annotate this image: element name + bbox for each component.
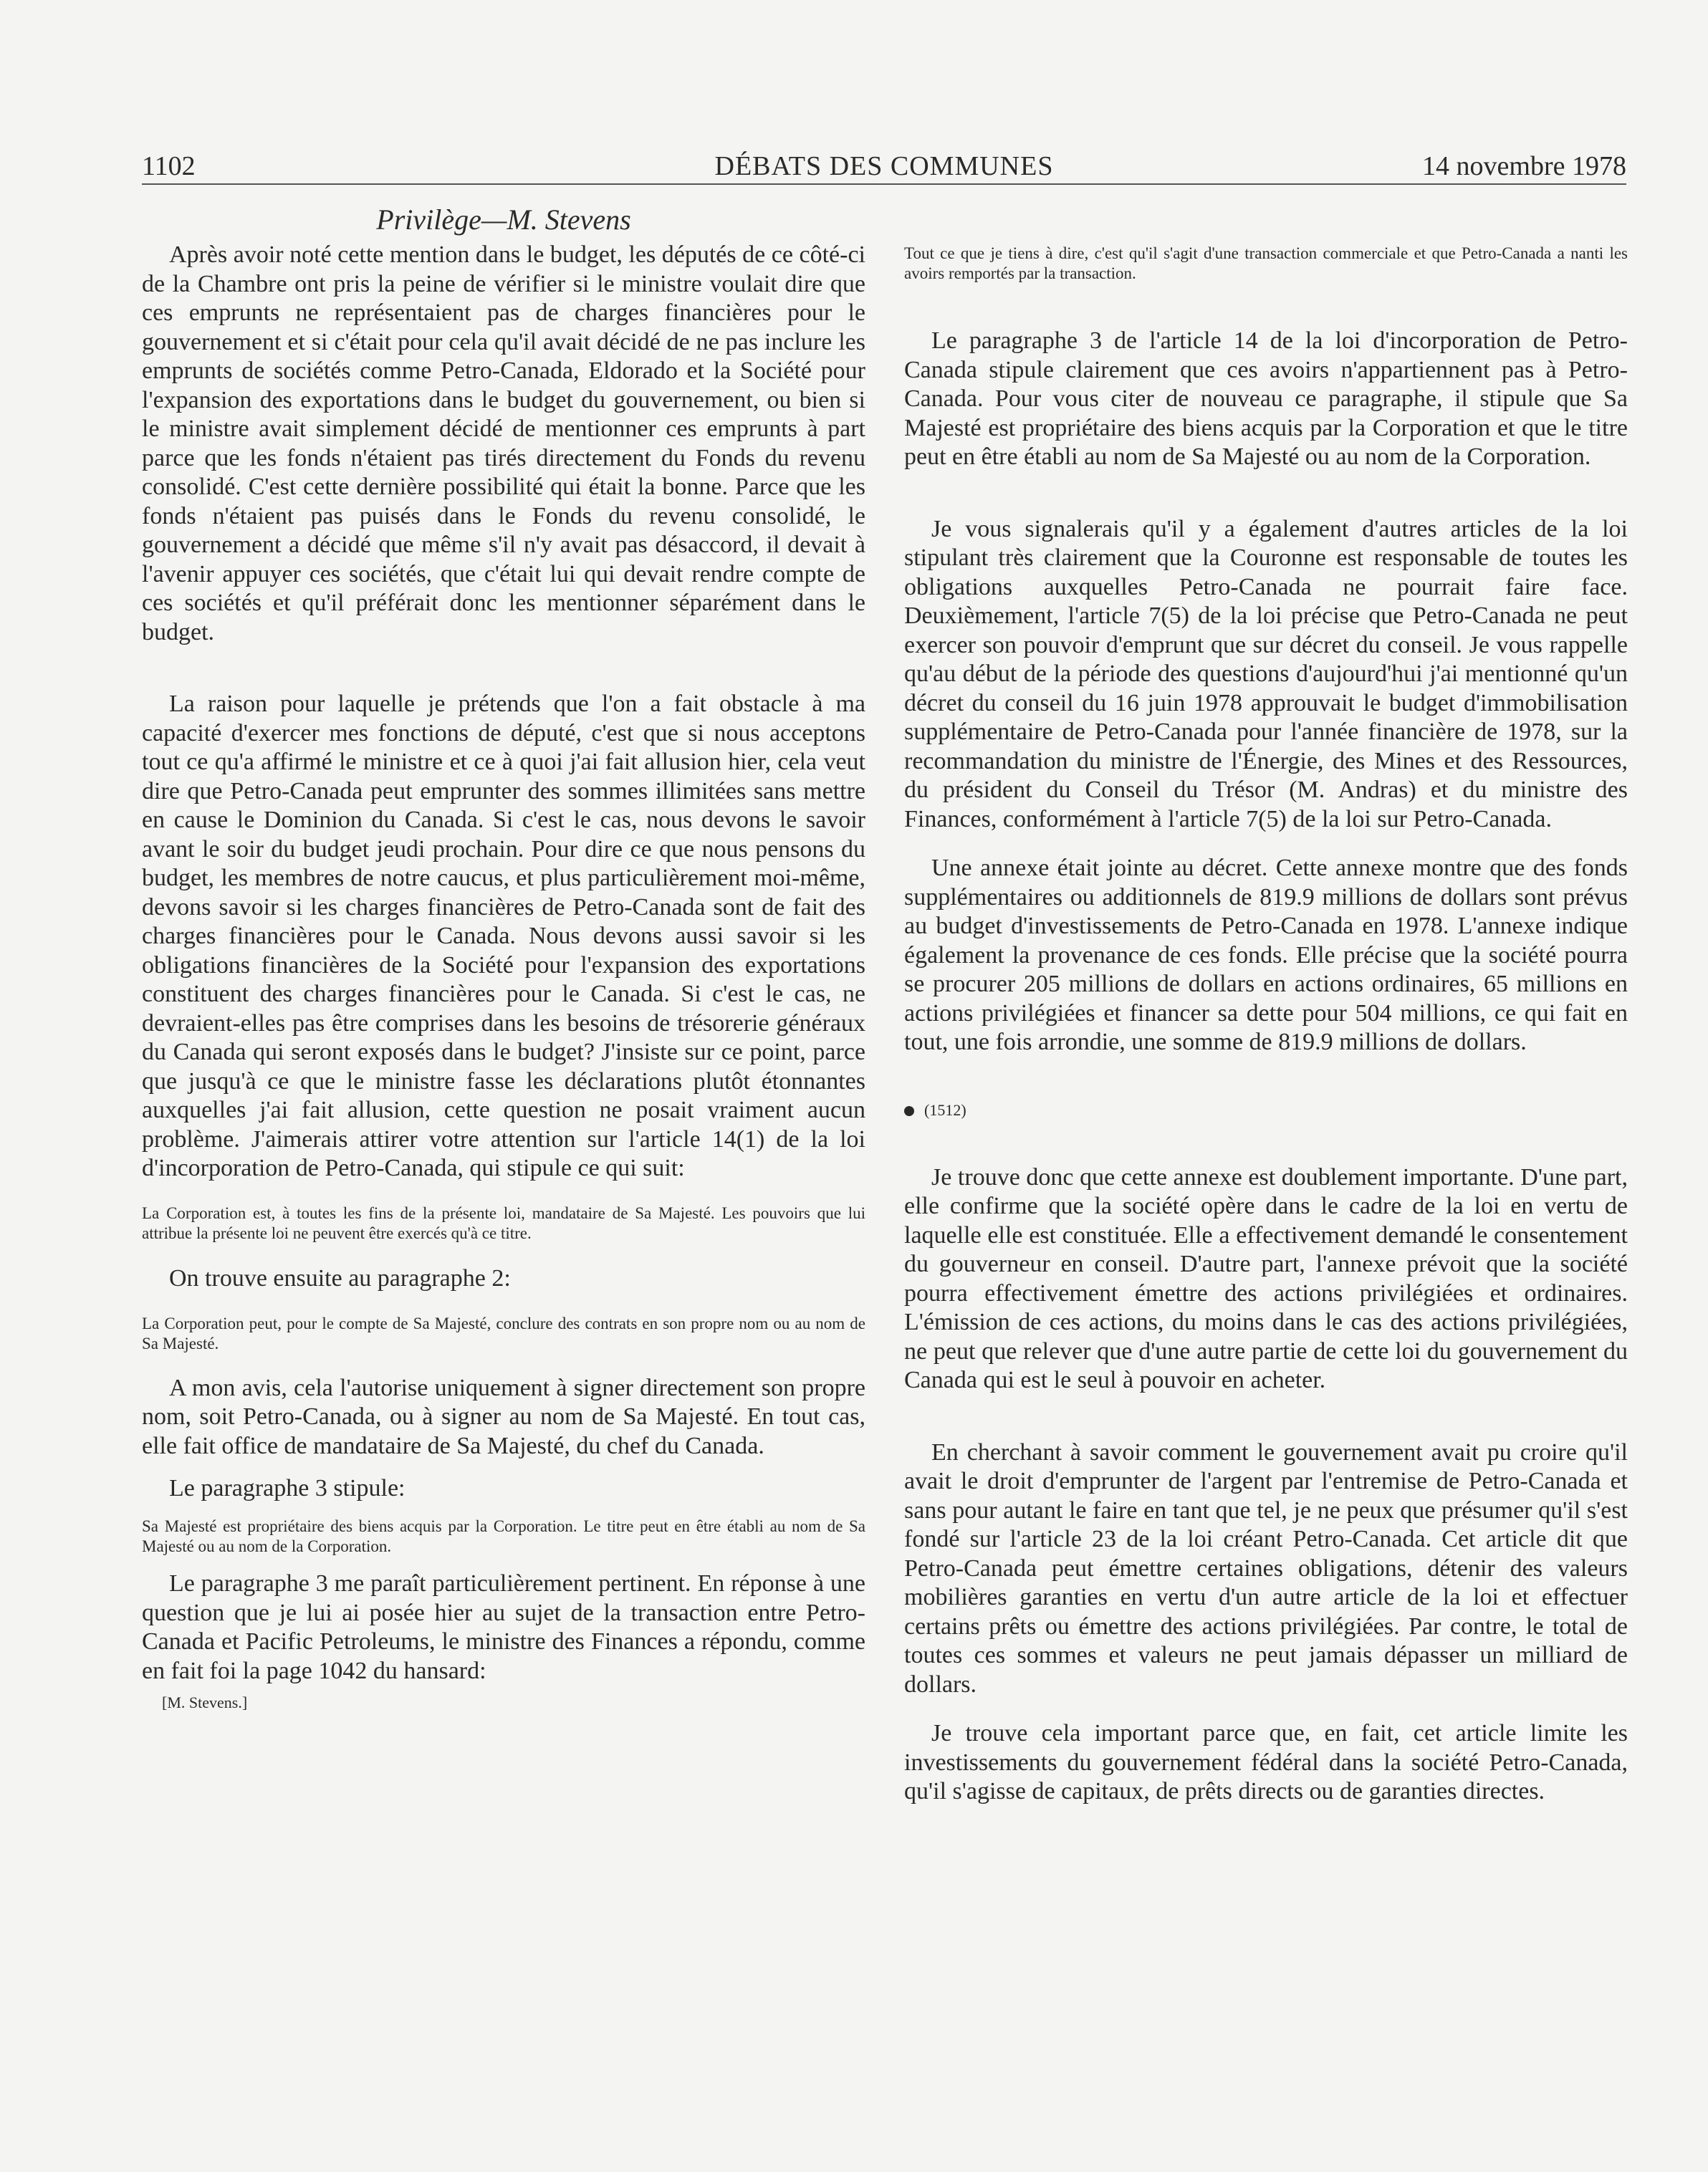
time-marker-label: (1512): [924, 1100, 966, 1119]
running-head: Privilège—M. Stevens: [376, 203, 631, 236]
paragraph: La raison pour laquelle je prétends que l'on a fait obstacle à ma capacité d'exercer mes fonctions de député, c'est que si nous acceptons tout ce qu'a affirmé le ministre et ce à quoi j'ai fait allusion hier, cela veut dire que Petro-Canada peut emprunter des sommes illimitées sans mettre en cause le Dominion du Canada. Si c'est le cas, nous devons le savoir avant le soir du budget jeudi prochain. Pour dire ce que nous pensons du budget, les membres de notre caucus, et plus particulièrement moi-même, devons savoir si les charges financières de Petro-Canada sont de fait des charges financières pour le Canada. Nous devons aussi savoir si les obligations financières de la Société pour l'expansion des exportations constituent des charges financières pour le Canada. Si c'est le cas, ne devraient-elles pas être comprises dans les besoins de trésorerie généraux du Canada qui seront exposés dans le budget? J'insiste sur ce point, parce que jusqu'à ce que le ministre fasse les déclarations plutôt étonnantes auxquelles j'ai fait allusion, cette question ne posait vraiment aucun problème. J'aimerais attirer votre attention sur l'article 14(1) de la loi d'incorporation de Petro-Canada, qui stipule ce qui suit:: [142, 691, 865, 1181]
speaker-tag: [M. Stevens.]: [162, 1693, 248, 1711]
page-header: [142, 149, 1626, 185]
publication-title: DÉBATS DES COMMUNES: [714, 151, 1054, 181]
block-quote: Tout ce que je tiens à dire, c'est qu'il s'agit d'une transaction commerciale et que Petro-Canada a nanti les avoirs remportés par la transaction.: [904, 244, 1628, 282]
bullet-icon: [904, 1106, 914, 1116]
paragraph: Le paragraphe 3 me paraît particulièrement pertinent. En réponse à une question que je lui ai posée hier au sujet de la transaction entre Petro-Canada et Pacific Petroleums, le ministre des Finances a répondu, comme en fait foi la page 1042 du hansard:: [142, 1570, 865, 1684]
paragraph-intro: On trouve ensuite au paragraphe 2:: [169, 1264, 511, 1292]
left-column: [142, 202, 865, 1713]
block-quote: La Corporation est, à toutes les fins de la présente loi, mandataire de Sa Majesté. Les pouvoirs que lui attribue la présente loi ne peuvent être exercés qu'à ce titre.: [142, 1203, 865, 1242]
paragraph: Une annexe était jointe au décret. Cette annexe montre que des fonds supplémentaires ou additionnels de 819.9 millions de dollars sont prévus au budget d'investissements de Petro-Canada en 1978. L'annexe indique également la provenance de ces fonds. Elle précise que la société pourra se procurer 205 millions de dollars en actions ordinaires, 65 millions en actions privilégiées et financer sa dette pour 504 millions, ce qui fait en tout, une fois arrondie, une somme de 819.9 millions de dollars.: [904, 855, 1628, 1055]
paragraph: Je vous signalerais qu'il y a également d'autres articles de la loi stipulant très clairement que la Couronne est responsable de toutes les obligations auxquelles Petro-Canada ne pourrait faire face. Deuxièmement, l'article 7(5) de la loi précise que Petro-Canada ne peut exercer son pouvoir d'emprunt que sur décret du conseil. Je vous rappelle qu'au début de la période des questions d'aujourd'hui j'ai mentionné qu'un décret du conseil du 16 juin 1978 approuvait le budget d'immobilisation supplémentaire de Petro-Canada pour l'année financière de 1978, sur la recommandation du ministre de l'Énergie, des Mines et des Ressources, du président du Conseil du Trésor (M. Andras) et du ministre des Finances, conformément à l'article 7(5) de la loi sur Petro-Canada.: [904, 515, 1628, 832]
paragraph: Je trouve cela important parce que, en fait, cet article limite les investissements du gouvernement fédéral dans la société Petro-Canada, qu'il s'agisse de capitaux, de prêts directs ou de garanties directes.: [904, 1720, 1628, 1805]
page-number: 1102: [142, 151, 196, 181]
right-column: [904, 202, 1628, 1807]
paragraph: Je trouve donc que cette annexe est doublement importante. D'une part, elle confirme que la société opère dans le cadre de la loi en vertu de laquelle elle est constituée. Elle a effectivement demandé le consentement du gouverneur en conseil. D'autre part, l'annexe prévoit que la société pourra effectivement émettre des actions privilégiées et ordinaires. L'émission de ces actions, du moins dans le cas des actions privilégiées, ne peut que relever que d'une autre partie de cette loi du gouvernement du Canada qui est le seul à pouvoir en acheter.: [904, 1163, 1628, 1393]
paragraph: Après avoir noté cette mention dans le budget, les députés de ce côté-ci de la Chambre ont pris la peine de vérifier si le ministre voulait dire que ces emprunts ne représentaient pas de charges financières pour le gouvernement et si c'était pour cela qu'il avait décidé de ne pas inclure les emprunts de sociétés comme Petro-Canada, Eldorado et la Société pour l'expansion des exportations dans le budget du gouvernement, ou bien si le ministre avait simplement décidé de mentionner ces emprunts à part parce que les fonds n'étaient pas tirés directement du Fonds du revenu consolidé. C'est cette dernière possibilité qui était la bonne. Parce que les fonds n'étaient pas puisés dans le Fonds du revenu consolidé, le gouvernement a décidé que même s'il n'y avait pas désaccord, il devait à l'avenir appuyer ces sociétés, que c'était lui qui devait rendre compte de ces sociétés et qu'il préférait donc les mentionner séparément dans le budget.: [142, 241, 865, 645]
block-quote: La Corporation peut, pour le compte de Sa Majesté, conclure des contrats en son propre nom ou au nom de Sa Majesté.: [142, 1314, 865, 1352]
issue-date: 14 novembre 1978: [1422, 151, 1626, 181]
paragraph: En cherchant à savoir comment le gouvernement avait pu croire qu'il avait le droit d'emprunter de l'argent par l'entremise de Petro-Canada et sans pour autant le faire en tant que tel, je ne peux que présumer qu'il s'est fondé sur l'article 23 de la loi créant Petro-Canada. Cet article dit que Petro-Canada peut émettre certaines obligations, détenir des valeurs mobilières garanties en vertu d'un autre article de la loi et effectuer certains prêts ou émettre des actions privilégiées. Par contre, le total de toutes ces sommes et valeurs ne peut jamais dépasser un milliard de dollars.: [904, 1438, 1628, 1698]
paragraph: A mon avis, cela l'autorise uniquement à signer directement son propre nom, soit Petro-Canada, ou à signer au nom de Sa Majesté. En tout cas, elle fait office de mandataire de Sa Majesté, du chef du Canada.: [142, 1374, 865, 1459]
paragraph: Le paragraphe 3 de l'article 14 de la loi d'incorporation de Petro-Canada stipule clairement que ces avoirs n'appartiennent pas à Petro-Canada. Pour vous citer de nouveau ce paragraphe, il stipule que Sa Majesté est propriétaire des biens acquis par la Corporation et que le titre peut en être établi au nom de Sa Majesté ou au nom de la Corporation.: [904, 327, 1628, 470]
block-quote: Sa Majesté est propriétaire des biens acquis par la Corporation. Le titre peut en être établi au nom de Sa Majesté ou au nom de la Corporation.: [142, 1517, 865, 1555]
time-marker: [904, 1100, 1628, 1120]
paragraph-intro: Le paragraphe 3 stipule:: [169, 1475, 406, 1501]
